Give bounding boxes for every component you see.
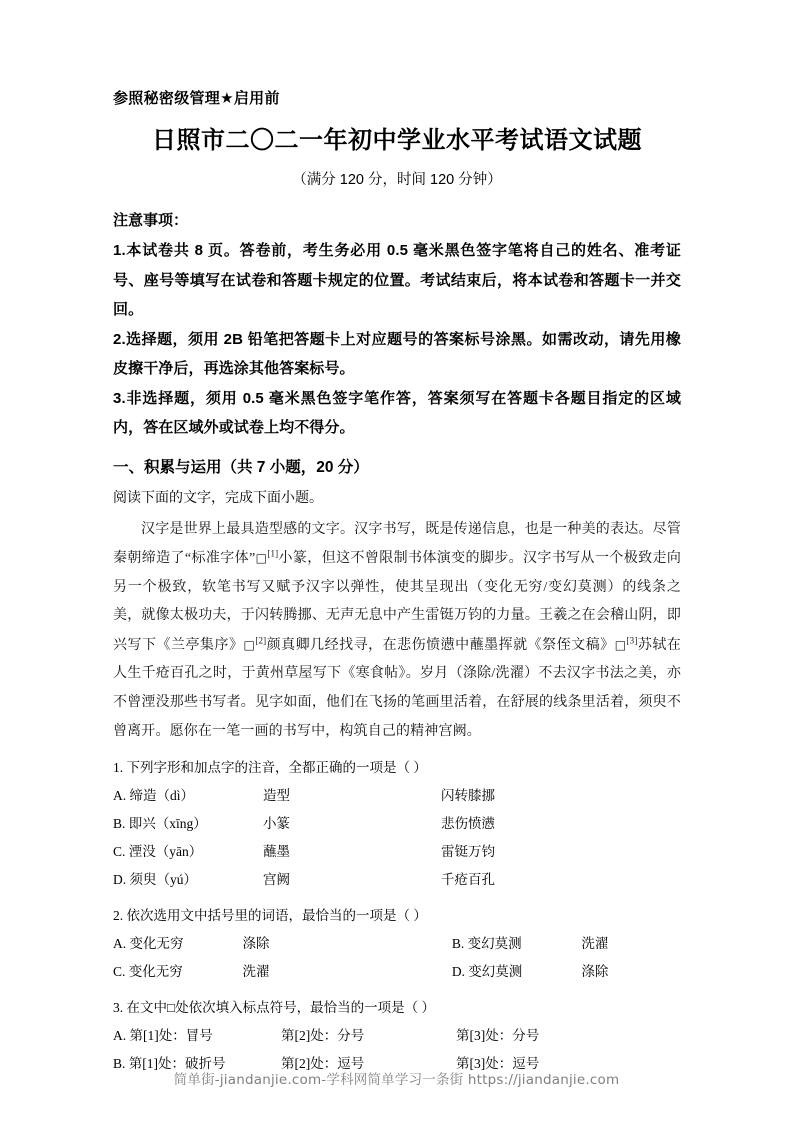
question-1-option-d-col3: 千疮百孔 bbox=[441, 872, 495, 888]
question-1-option-a-col2: 造型 bbox=[263, 788, 290, 804]
question-1-option-c-col2: 蘸墨 bbox=[263, 844, 290, 860]
section-heading-one: 一、积累与运用（共 7 小题，20 分） bbox=[113, 458, 369, 476]
footnote-marker-3: [3] bbox=[626, 635, 638, 646]
exam-score-time-subtitle: （满分 120 分，时间 120 分钟） bbox=[292, 172, 502, 188]
question-2-option-b-value: 洗濯 bbox=[581, 936, 609, 952]
blank-box-2: □ bbox=[243, 637, 256, 652]
question-1-option-c[interactable] bbox=[113, 838, 681, 866]
question-1-option-c-col3: 雷铤万钧 bbox=[441, 844, 495, 860]
question-3-option-b-part3: 第[3]处：逗号 bbox=[456, 1056, 540, 1072]
footnote-marker-2: [2] bbox=[255, 635, 267, 646]
question-3-option-a-part1: A. 第[1]处：冒号 bbox=[113, 1028, 213, 1044]
question-2-option-b-label: B. 变幻莫测 bbox=[451, 936, 522, 952]
reading-passage bbox=[113, 516, 681, 747]
question-2-option-c-label: C. 变化无穷 bbox=[113, 964, 183, 980]
question-2-option-d-label: D. 变幻莫测 bbox=[451, 964, 523, 980]
question-1-option-d-col2: 宫阙 bbox=[263, 872, 290, 888]
question-3-option-a-part2: 第[2]处：分号 bbox=[281, 1028, 365, 1044]
question-1-option-b-col3: 悲伤愤懑 bbox=[441, 816, 495, 832]
section-lead-instruction: 阅读下面的文字，完成下面小题。 bbox=[113, 490, 323, 506]
passage-part-2: 小篆，但这不曾限制书体演变的脚步。汉字书写从一个极致走向另一个极致，软笔书写又赋予汉字以弹性，使其呈现出（变化无穷/变幻莫测）的线条之美，就像太极功夫，于闪转腾挪、无声无息中产生雷铤万钧的力量。王羲之在会稽山阴，即兴写下《兰亭集序》 bbox=[113, 551, 681, 653]
question-2-option-a-value: 涤除 bbox=[242, 936, 270, 952]
secrecy-notice: 参照秘密级管理★启用前 bbox=[113, 90, 280, 107]
question-2-option-a-label: A. 变化无穷 bbox=[113, 936, 184, 952]
blank-box-1: □ bbox=[255, 551, 268, 566]
footnote-marker-1: [1] bbox=[267, 548, 279, 559]
question-1-option-a[interactable] bbox=[113, 782, 681, 810]
notice-item-2: 2.选择题，须用 2B 铅笔把答题卡上对应题号的答案标号涂黑。如需改动，请先用橡皮擦干净后，再选涂其他答案标号。 bbox=[113, 330, 681, 377]
page-content bbox=[113, 88, 681, 1078]
footer-watermark: 简单街-jiandanjie.com-学科网简单学习一条街 https://jiandanjie.com bbox=[173, 1072, 620, 1088]
question-3-option-b-part2: 第[2]处：逗号 bbox=[281, 1056, 365, 1072]
question-3-option-a-part3: 第[3]处：分号 bbox=[456, 1028, 540, 1044]
passage-part-1: 汉字是世界上最具造型感的文字。汉字书写，既是传递信息，也是一种美的表达。尽管秦朝缔造了“标准字体” bbox=[113, 521, 681, 567]
question-1-option-b-label: B. 即兴（xīng） bbox=[113, 816, 207, 832]
notice-item-3: 3.非选择题，须用 0.5 毫米黑色签字笔作答，答案须写在答题卡各题目指定的区域内，答在区域外或试卷上均不得分。 bbox=[113, 389, 681, 436]
question-1-option-a-label: A. 缔造（dì） bbox=[113, 788, 194, 804]
question-3-option-b-part1: B. 第[1]处：破折号 bbox=[113, 1056, 226, 1072]
question-1-stem: 1. 下列字形和加点字的注音，全都正确的一项是（ ） bbox=[113, 760, 427, 776]
question-1-option-c-label: C. 湮没（yān） bbox=[113, 844, 203, 860]
question-2-option-d-value: 涤除 bbox=[581, 964, 609, 980]
notice-item-1: 1.本试卷共 8 页。答卷前，考生务必用 0.5 毫米黑色签字笔将自己的姓名、准考证号、座号等填写在试卷和答题卡规定的位置。考试结束后，将本试卷和答题卡一并交回。 bbox=[113, 242, 681, 318]
passage-part-4: 苏轼在人生千疮百孔之时，于黄州草屋写下《寒食帖》。岁月（涤除/洗濯）不去汉字书法之美，亦不曾湮没那些书写者。见字如面，他们在飞扬的笔画里活着，在舒展的线条里活着，须臾不曾离开。愿你在一笔一画的书写中，构筑自己的精神宫阙。 bbox=[113, 637, 681, 739]
question-2-stem: 2. 依次选用文中括号里的词语，最恰当的一项是（ ） bbox=[113, 908, 427, 924]
question-1-option-d-label: D. 须臾（yú） bbox=[113, 872, 197, 888]
passage-part-3: 颜真卿几经找寻，在悲伤愤懑中蘸墨挥就《祭侄文稿》 bbox=[266, 637, 615, 653]
blank-box-3: □ bbox=[614, 637, 627, 652]
question-2-row-2[interactable] bbox=[113, 958, 681, 986]
page-title: 日照市二〇二一年初中学业水平考试语文试题 bbox=[152, 128, 642, 154]
question-1-option-d[interactable] bbox=[113, 866, 681, 894]
question-3-stem: 3. 在文中□处依次填入标点符号，最恰当的一项是（ ） bbox=[113, 1000, 436, 1016]
question-3-option-a[interactable] bbox=[113, 1022, 681, 1050]
question-1-option-b[interactable] bbox=[113, 810, 681, 838]
question-2-option-c-value: 洗濯 bbox=[242, 964, 270, 980]
question-2-row-1[interactable] bbox=[113, 930, 681, 958]
question-1-option-a-col3: 闪转膝挪 bbox=[441, 788, 495, 804]
notice-heading: 注意事项： bbox=[113, 212, 189, 229]
question-1-option-b-col2: 小篆 bbox=[263, 816, 290, 832]
